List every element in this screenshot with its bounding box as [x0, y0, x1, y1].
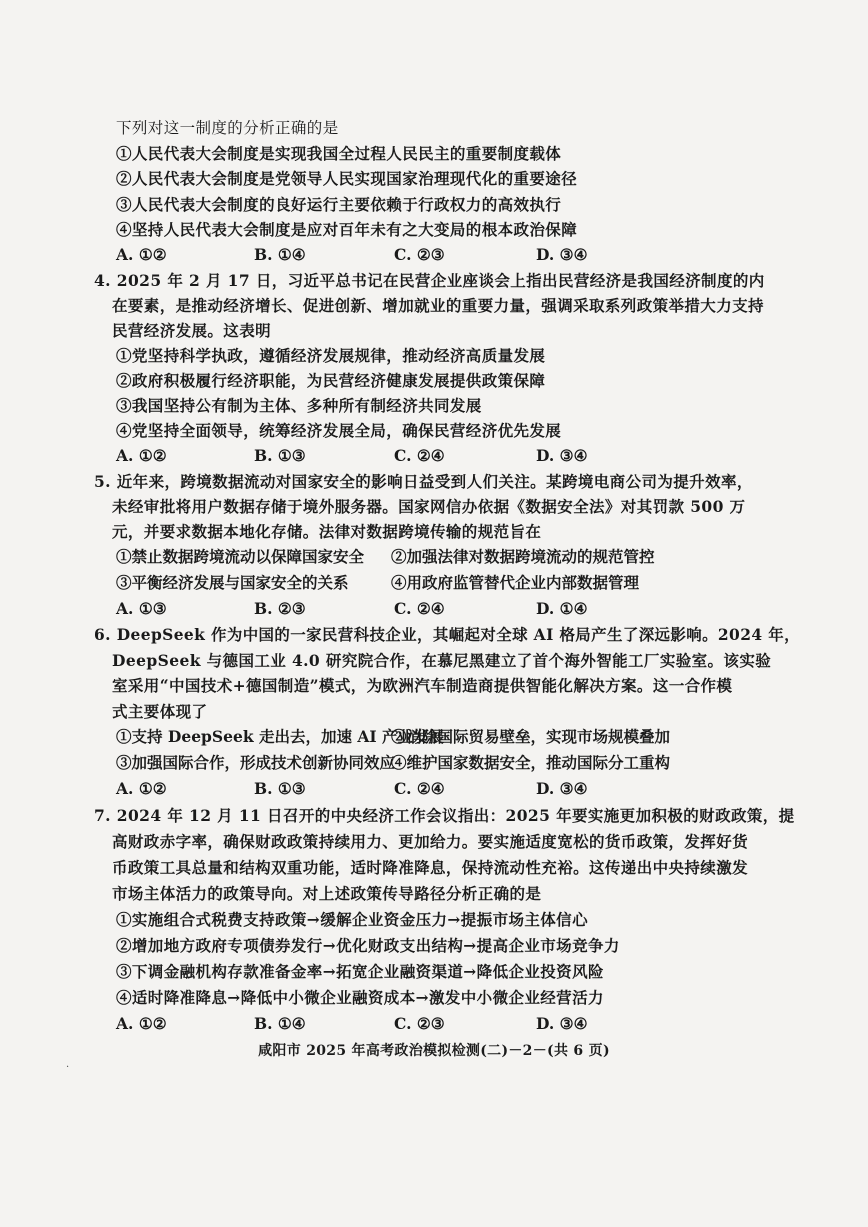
- q6-choice-a: A. ①②: [116, 779, 167, 798]
- q5-choice-c: C. ②④: [394, 599, 445, 618]
- q4-choice-c: C. ②④: [394, 446, 445, 465]
- q6-stem-line-3: 室采用“中国技术+德国制造”模式，为欧洲汽车制造商提供智能化解决方案。这一合作模: [112, 676, 733, 695]
- q6-stem-line-1: 6. DeepSeek 作为中国的一家民营科技企业，其崛起对全球 AI 格局产生了深远影响。2024 年，: [94, 625, 800, 644]
- q4-option-1: ①党坚持科学执政，遵循经济发展规律，推动经济高质量发展: [116, 346, 546, 365]
- q6-stem-line-2: DeepSeek 与德国工业 4.0 研究院合作，在慕尼黑建立了首个海外智能工厂实验室。该实验: [112, 651, 772, 670]
- q3-choice-a: A. ①②: [116, 245, 167, 264]
- q7-option-2: ②增加地方政府专项债券发行→优化财政支出结构→提高企业市场竞争力: [116, 936, 620, 955]
- scan-speck: ·: [66, 1062, 70, 1073]
- q3-choice-c: C. ②③: [394, 245, 445, 264]
- q6-choice-c: C. ②④: [394, 779, 445, 798]
- q4-option-3: ③我国坚持公有制为主体、多种所有制经济共同发展: [116, 396, 482, 415]
- q4-option-4: ④党坚持全面领导，统筹经济发展全局，确保民营经济优先发展: [116, 421, 562, 440]
- q6-options-row-2: [116, 750, 736, 776]
- q5-option-1: ①禁止数据跨境流动以保障国家安全: [116, 547, 365, 566]
- q4-option-2: ②政府积极履行经济职能，为民营经济健康发展提供政策保障: [116, 371, 546, 390]
- q3-option-1: ①人民代表大会制度是实现我国全过程人民民主的重要制度载体: [116, 144, 562, 163]
- q5-options-row-1: [116, 544, 736, 570]
- q5-option-2: ②加强法律对数据跨境流动的规范管控: [391, 547, 655, 566]
- q7-choice-c: C. ②③: [394, 1014, 445, 1033]
- q4-choice-d: D. ③④: [536, 446, 588, 465]
- q5-options-row-2: [116, 570, 736, 596]
- page-footer: 咸阳市 2025 年高考政治模拟检测(二)－2－(共 6 页): [258, 1043, 610, 1059]
- q7-option-4: ④适时降准降息→降低中小微企业融资成本→激发中小微企业经营活力: [116, 988, 604, 1007]
- q3-choice-d: D. ③④: [536, 245, 588, 264]
- q6-option-4: ④维护国家数据安全，推动国际分工重构: [391, 753, 671, 772]
- q7-option-3: ③下调金融机构存款准备金率→拓宽企业融资渠道→降低企业投资风险: [116, 962, 604, 981]
- q6-option-2: ②消除国际贸易壁垒，实现市场规模叠加: [391, 727, 671, 746]
- q6-options-row-1: [116, 724, 736, 750]
- q4-stem-line-2: 在要素，是推动经济增长、促进创新、增加就业的重要力量，强调采取系列政策举措大力支持: [112, 296, 764, 315]
- q4-stem-line-3: 民营经济发展。这表明: [112, 321, 272, 340]
- q6-stem-line-4: 式主要体现了: [112, 702, 208, 721]
- q7-option-1: ①实施组合式税费支持政策→缓解企业资金压力→提振市场主体信心: [116, 910, 588, 929]
- q5-stem-line-2: 未经审批将用户数据存储于境外服务器。国家网信办依据《数据安全法》对其罚款 500 万: [112, 497, 746, 516]
- q4-choice-a: A. ①②: [116, 446, 167, 465]
- q3-option-4: ④坚持人民代表大会制度是应对百年未有之大变局的根本政治保障: [116, 220, 578, 239]
- q3-option-2: ②人民代表大会制度是党领导人民实现国家治理现代化的重要途径: [116, 169, 578, 188]
- q6-choices: [116, 776, 716, 802]
- q3-choice-b: B. ①④: [254, 245, 306, 264]
- q7-choices: [116, 1011, 716, 1037]
- q3-stem: 下列对这一制度的分析正确的是: [116, 119, 339, 137]
- q5-choices: [116, 596, 716, 622]
- q7-stem-line-2: 高财政赤字率，确保财政政策持续用力、更加给力。要实施适度宽松的货币政策，发挥好货: [112, 832, 749, 851]
- q3-choices: [116, 242, 716, 268]
- q4-choices: [116, 443, 716, 469]
- q5-choice-a: A. ①③: [116, 599, 167, 618]
- q6-choice-d: D. ③④: [536, 779, 588, 798]
- q7-choice-d: D. ③④: [536, 1014, 588, 1033]
- q3-option-3: ③人民代表大会制度的良好运行主要依赖于行政权力的高效执行: [116, 195, 562, 214]
- q7-choice-a: A. ①②: [116, 1014, 167, 1033]
- q5-option-3: ③平衡经济发展与国家安全的关系: [116, 573, 349, 592]
- q6-option-1: ①支持 DeepSeek 走出去，加速 AI 产业发展: [116, 727, 445, 746]
- q5-stem-line-1: 5. 近年来，跨境数据流动对国家安全的影响日益受到人们关注。某跨境电商公司为提升效率，: [94, 472, 753, 491]
- q7-stem-line-4: 市场主体活力的政策导向。对上述政策传导路径分析正确的是: [112, 884, 542, 903]
- q4-stem-line-1: 4. 2025 年 2 月 17 日，习近平总书记在民营企业座谈会上指出民营经济是我国经济制度的内: [94, 271, 765, 290]
- q4-choice-b: B. ①③: [254, 446, 306, 465]
- q7-choice-b: B. ①④: [254, 1014, 306, 1033]
- q5-option-4: ④用政府监管替代企业内部数据管理: [391, 573, 640, 592]
- q6-option-3: ③加强国际合作，形成技术创新协同效应: [116, 753, 396, 772]
- q7-stem-line-3: 币政策工具总量和结构双重功能，适时降准降息，保持流动性充裕。这传递出中央持续激发: [112, 858, 749, 877]
- q7-stem-line-1: 7. 2024 年 12 月 11 日召开的中央经济工作会议指出：2025 年要实施更加积极的财政政策，提: [94, 806, 795, 825]
- q5-choice-d: D. ①④: [536, 599, 588, 618]
- q6-choice-b: B. ①③: [254, 779, 306, 798]
- q5-stem-line-3: 元，并要求数据本地化存储。法律对数据跨境传输的规范旨在: [112, 522, 542, 541]
- q5-choice-b: B. ②③: [254, 599, 306, 618]
